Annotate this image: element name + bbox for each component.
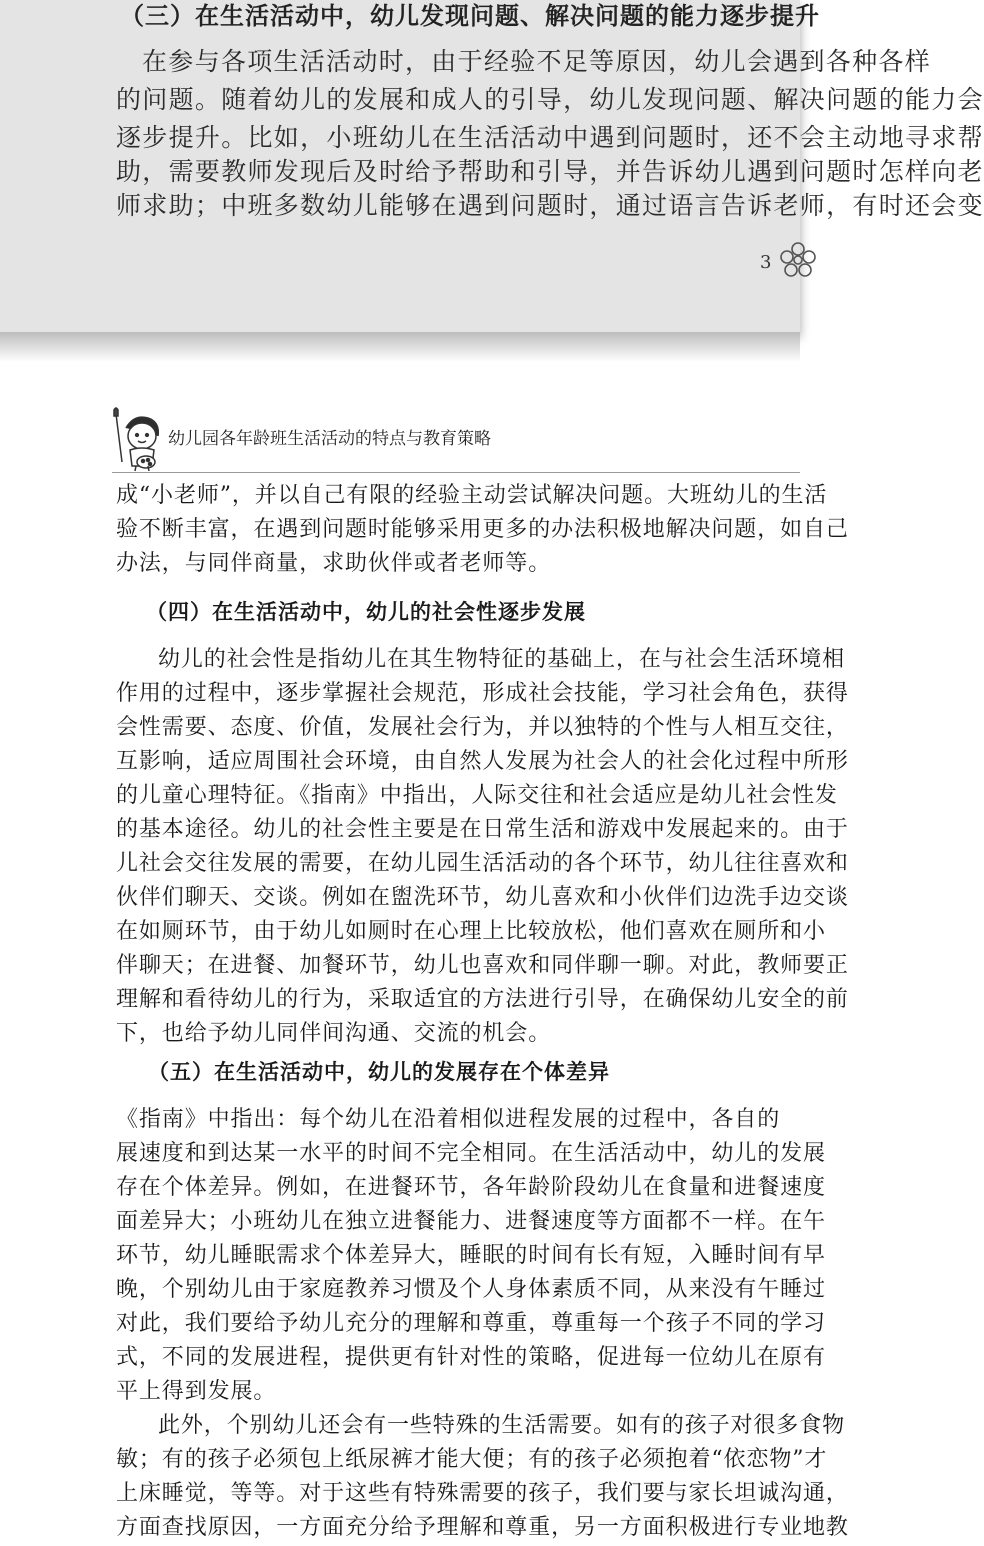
text-line: 互影响，适应周围社会环境，由自然人发展为社会人的社会化过程中所形 xyxy=(116,749,849,774)
flower-icon xyxy=(778,240,818,280)
text-line: 伙伴们聊天、交谈。例如在盥洗环节，幼儿喜欢和小伙伴们边洗手边交谈 xyxy=(116,885,849,910)
text-line: 伴聊天；在进餐、加餐环节，幼儿也喜欢和同伴聊一聊。对此，教师要正 xyxy=(116,953,849,978)
text-line: 作用的过程中，逐步掌握社会规范，形成社会技能，学习社会角色，获得 xyxy=(116,681,849,706)
text-line: 敏；有的孩子必须包上纸尿裤才能大便；有的孩子必须抱着“依恋物”才 xyxy=(116,1447,828,1472)
text-line: 存在个体差异。例如，在进餐环节，各年龄阶段幼儿在食量和进餐速度 xyxy=(116,1175,826,1200)
text-line: 式，不同的发展进程，提供更有针对性的策略，促进每一位幼儿在原有 xyxy=(116,1345,826,1370)
text-line: 展速度和到达某一水平的时间不完全相同。在生活活动中，幼儿的发展 xyxy=(116,1141,826,1166)
text-line: 在如厕环节，由于幼儿如厕时在心理上比较放松，他们喜欢在厕所和小 xyxy=(116,919,826,944)
text-line: 上床睡觉，等等。对于这些有特殊需要的孩子，我们要与家长坦诚沟通， xyxy=(116,1481,849,1506)
child-painter-icon xyxy=(108,406,168,472)
text-line: 的儿童心理特征。《指南》中指出，人际交往和社会适应是幼儿社会性发 xyxy=(116,783,838,808)
text-line: 的问题。随着幼儿的发展和成人的引导，幼儿发现问题、解决问题的能力会 xyxy=(116,85,984,114)
current-page xyxy=(0,362,849,1546)
text-line: 面差异大；小班幼儿在独立进餐能力、进餐速度等方面都不一样。在午 xyxy=(116,1209,826,1234)
text-line: 对此，我们要给予幼儿充分的理解和尊重，尊重每一个孩子不同的学习 xyxy=(116,1311,826,1336)
text-line: 理解和看待幼儿的行为，采取适宜的方法进行引导，在确保幼儿安全的前 xyxy=(116,987,849,1012)
text-line: 助，需要教师发现后及时给予帮助和引导，并告诉幼儿遇到问题时怎样向老 xyxy=(116,157,984,186)
text-line: 方面查找原因，一方面充分给予理解和尊重，另一方面积极进行专业地教 xyxy=(116,1515,849,1540)
text-line: 下，也给予幼儿同伴间沟通、交流的机会。 xyxy=(116,1021,552,1046)
section-heading-3: （三）在生活活动中，幼儿发现问题、解决问题的能力逐步提升 xyxy=(120,2,820,30)
text-line: 环节，幼儿睡眠需求个体差异大，睡眠的时间有长有短，入睡时间有早 xyxy=(116,1243,826,1268)
text-line: 在参与各项生活活动时，由于经验不足等原因，幼儿会遇到各种各样 xyxy=(142,47,932,76)
previous-page xyxy=(0,0,984,332)
section-heading-4: （四）在生活活动中，幼儿的社会性逐步发展 xyxy=(146,600,586,624)
text-line: 的基本途径。幼儿的社会性主要是在日常生活和游戏中发展起来的。由于 xyxy=(116,817,849,842)
text-line: 验不断丰富，在遇到问题时能够采用更多的办法积极地解决问题，如自己 xyxy=(116,517,849,542)
text-line: 儿社会交往发展的需要，在幼儿园生活活动的各个环节，幼儿往往喜欢和 xyxy=(116,851,849,876)
page-number: 3 xyxy=(760,252,772,273)
header-divider xyxy=(112,472,800,473)
text-line: 逐步提升。比如，小班幼儿在生活活动中遇到问题时，还不会主动地寻求帮 xyxy=(116,123,984,152)
page-gap xyxy=(0,332,800,362)
text-line: 晚，个别幼儿由于家庭教养习惯及个人身体素质不同，从来没有午睡过 xyxy=(116,1277,826,1302)
text-line: 《指南》中指出：每个幼儿在沿着相似进程发展的过程中，各自的 xyxy=(116,1107,781,1132)
text-line: 成“小老师”，并以自己有限的经验主动尝试解决问题。大班幼儿的生活 xyxy=(116,483,828,508)
text-line: 平上得到发展。 xyxy=(116,1379,277,1404)
text-line: 办法，与同伴商量，求助伙伴或者老师等。 xyxy=(116,551,552,576)
text-line: 此外，个别幼儿还会有一些特殊的生活需要。如有的孩子对很多食物 xyxy=(158,1413,846,1438)
text-line: 师求助；中班多数幼儿能够在遇到问题时，通过语言告诉老师，有时还会变 xyxy=(116,191,984,220)
section-heading-5: （五）在生活活动中，幼儿的发展存在个体差异 xyxy=(148,1060,610,1084)
text-line: 会性需要、态度、价值，发展社会行为，并以独特的个性与人相互交往， xyxy=(116,715,849,740)
text-line: 幼儿的社会性是指幼儿在其生物特征的基础上，在与社会生活环境相 xyxy=(158,647,846,672)
running-header: 幼儿园各年龄班生活活动的特点与教育策略 xyxy=(168,429,491,449)
